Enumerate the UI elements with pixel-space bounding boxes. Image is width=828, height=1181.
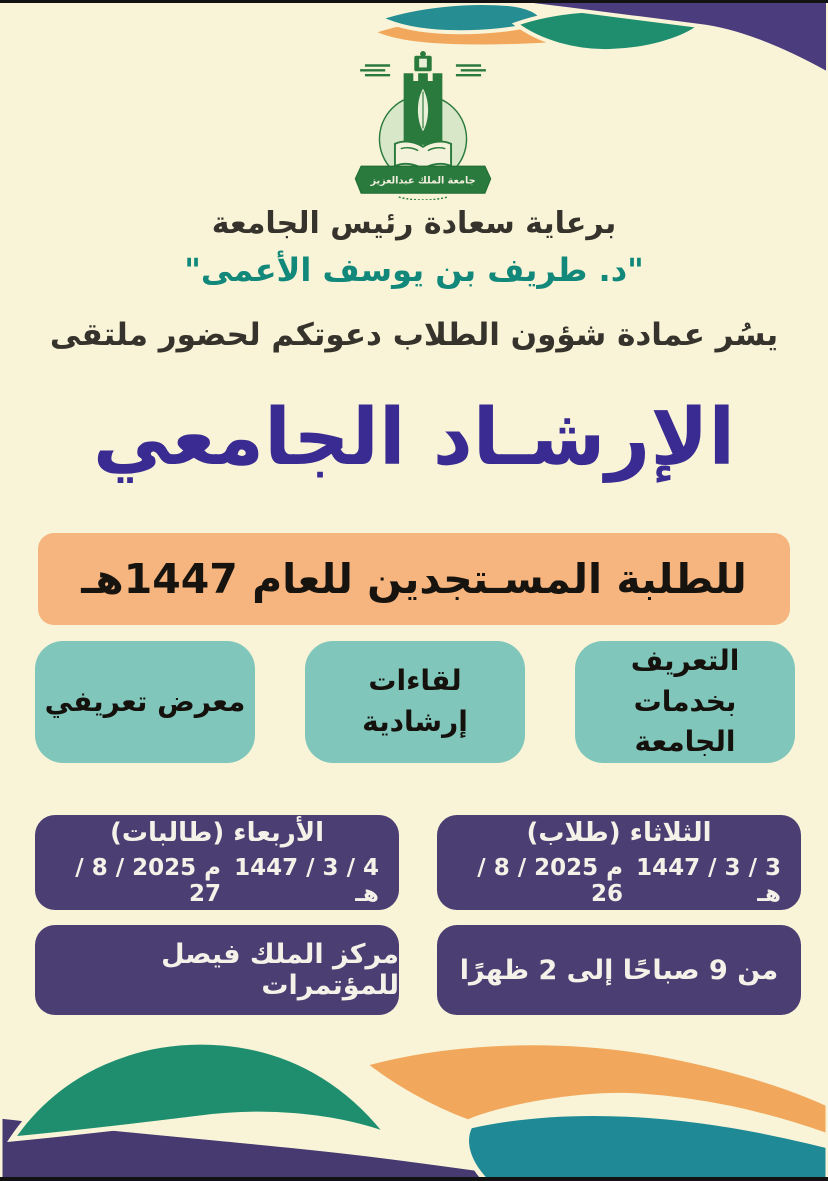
bottom-purple-wave (0, 1116, 552, 1181)
feature-guidance-meetings (305, 641, 525, 763)
top-green-wave (516, 10, 700, 51)
schedule-tuesday-gregorian: م 2025 / 8 / 26 (477, 855, 624, 907)
feature-services (575, 641, 795, 763)
details-row (35, 925, 801, 1015)
schedule-row (35, 815, 801, 910)
bottom-border-line (0, 1177, 828, 1181)
feature-guidance-meetings-label: لقاءات إرشادية (362, 664, 468, 738)
university-logo (350, 50, 496, 200)
schedule-wednesday-box (35, 815, 399, 910)
bottom-orange-wave (364, 1043, 828, 1136)
patronage-line: برعاية سعادة رئيس الجامعة (211, 206, 617, 241)
event-time-box (437, 925, 801, 1015)
event-title: الإرشـاد الجامعي (92, 393, 736, 483)
bottom-teal-wave (467, 1113, 828, 1181)
invitation-line: يسُر عمادة شؤون الطلاب دعوتكم لحضور ملتقى (49, 317, 779, 353)
feature-services-label: التعريف بخدمات الجامعة (630, 644, 740, 759)
top-orange-wave (372, 17, 578, 47)
audience-banner (38, 533, 790, 625)
feature-exhibition (35, 641, 255, 763)
schedule-wednesday-hijri: 4 / 3 / 1447 هـ (234, 855, 379, 907)
event-time-text: من 9 صباحًا إلى 2 ظهرًا (459, 954, 779, 986)
feature-boxes (35, 641, 795, 763)
schedule-tuesday-hijri: 3 / 3 / 1447 هـ (636, 855, 781, 907)
schedule-tuesday-dates (437, 855, 801, 907)
event-venue-box (35, 925, 399, 1015)
schedule-wednesday-gregorian: م 2025 / 8 / 27 (75, 855, 222, 907)
feature-exhibition-label: معرض تعريفي (44, 684, 246, 718)
logo-ribbon-text: جامعة الملك عبدالعزيز (370, 175, 476, 187)
bottom-wave-decoration (0, 1020, 828, 1181)
audience-banner-text: للطلبة المسـتجدين للعام 1447هـ (81, 555, 747, 603)
schedule-wednesday-day: الأربعاء (طالبات) (109, 818, 325, 848)
schedule-tuesday-day: الثلاثاء (طلاب) (526, 818, 712, 848)
logo-lantern-window (419, 59, 427, 68)
bottom-green-hill (12, 1042, 388, 1139)
top-purple-wave (492, 0, 828, 74)
top-teal-wave (380, 3, 544, 32)
top-border-line (0, 0, 828, 3)
president-name: "د. طريف بن يوسف الأعمى" (184, 251, 644, 289)
schedule-wednesday-dates (35, 855, 399, 907)
logo-subtext-dashes (399, 197, 447, 200)
schedule-tuesday-box (437, 815, 801, 910)
event-venue-text: مركز الملك فيصل للمؤتمرات (161, 939, 399, 1001)
